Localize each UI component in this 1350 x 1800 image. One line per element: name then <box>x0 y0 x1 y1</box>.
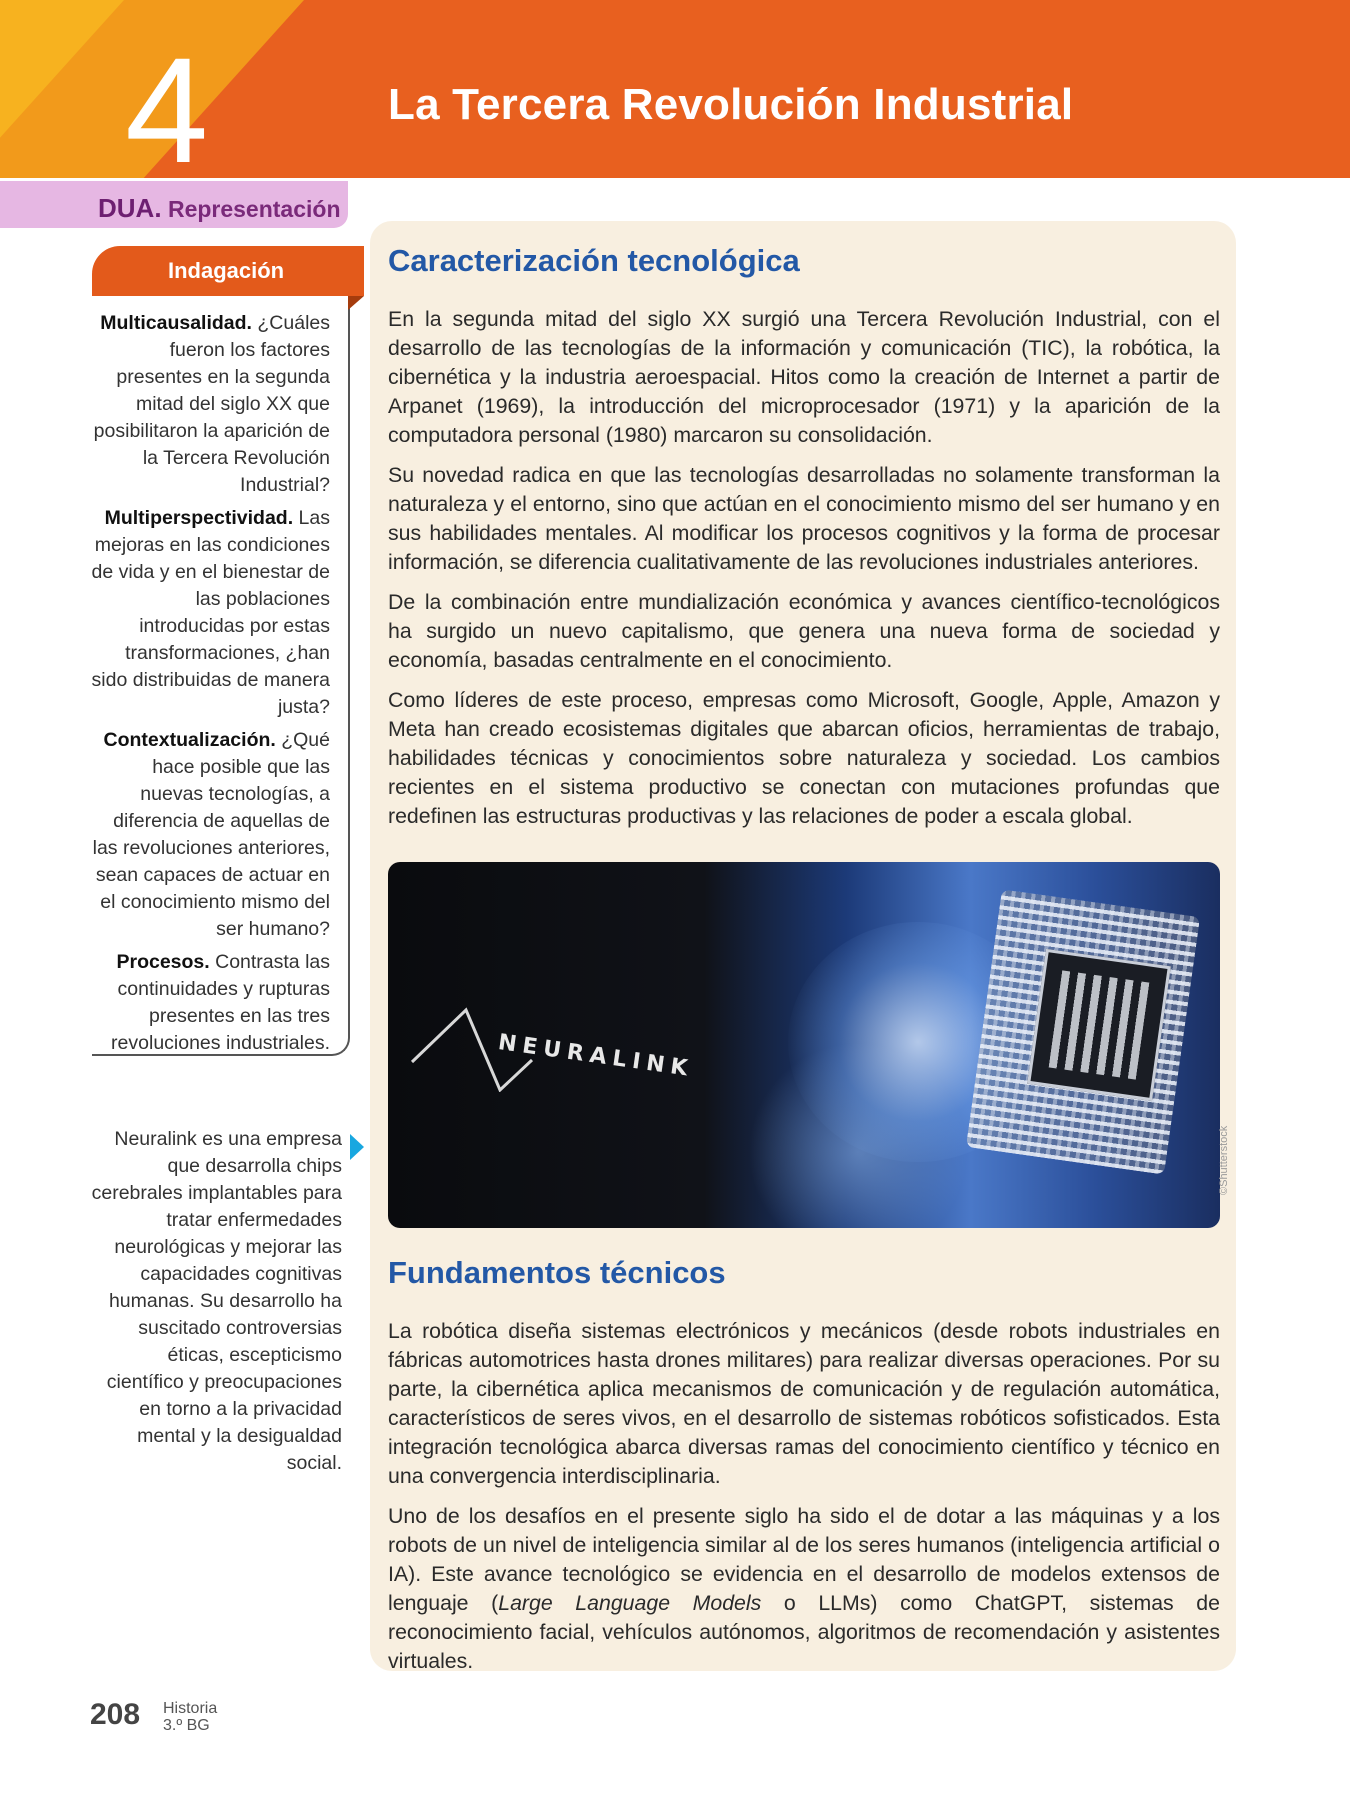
question-term: Multicausalidad. <box>100 312 252 334</box>
dua-prefix: DUA. <box>98 193 162 223</box>
indagacion-questions <box>90 310 330 1063</box>
footer-grade: 3.º BG <box>163 1717 210 1734</box>
indagacion-tab <box>92 246 364 296</box>
question-procesos <box>90 949 330 1057</box>
paragraph-ia <box>388 1502 1220 1676</box>
paragraph: Como líderes de este proceso, empresas como Microsoft, Google, Apple, Amazon y Meta han creado ecosistemas digitales que abarcan oficios, herramientas de trabajo, habilidades técnicas y conocimientos sobre naturaleza y sociedad. Los cambios recientes en el sistema productivo se conectan con mutaciones profundas que redefinen las estructuras productivas y las relaciones de poder a escala global. <box>388 688 1220 828</box>
paragraph-text: o LLMs) como ChatGPT, sistemas de reconocimiento facial, vehículos autónomos, algoritmos de recomendación y asistentes virtuales. <box>388 1591 1220 1673</box>
paragraph-text: Uno de los desafíos en el presente siglo ha sido el de dotar a las máquinas y a los robots de un nivel de inteligencia similar al de los seres humanos (inteligencia artificial o IA). Este avance tecnológico se evidencia en el desarrollo de modelos extensos de lenguaje ( <box>388 1504 1220 1615</box>
footer-subject <box>163 1700 217 1734</box>
question-multiperspectividad <box>90 505 330 721</box>
section-title-caracterizacion: Caracterización tecnológica <box>388 243 800 278</box>
question-text: Las mejoras en las condiciones de vida y en el bienestar de las poblaciones introducidas por estas transformaciones, ¿han sido distribuidas de manera justa? <box>91 507 330 718</box>
question-text: Contrasta las continuidades y rupturas presentes en las tres revoluciones industriales. <box>111 951 330 1054</box>
section-body-caracterizacion <box>388 305 1220 842</box>
dua-text: Representación <box>161 196 341 222</box>
paragraph: Su novedad radica en que las tecnologías desarrolladas no solamente transforman la naturaleza y el entorno, sino que actúan en el conocimiento mismo del ser humano y en sus habilidades mentales. Al modificar los procesos cognitivos y la forma de procesar información, se diferencia cualitativamente de las revoluciones industriales anteriores. <box>388 463 1220 574</box>
paragraph: La robótica diseña sistemas electrónicos y mecánicos (desde robots industriales en fábricas automotrices hasta drones militares) para realizar diversas operaciones. Por su parte, la cibernética aplica mecanismos de comunicación y de regulación automática, característicos de seres vivos, en el desarrollo de sistemas robóticos sofisticados. Esta integración tecnológica abarca diversas ramas del conocimiento científico y técnico en una convergencia interdisciplinaria. <box>388 1319 1220 1488</box>
chip-core <box>1027 949 1171 1101</box>
chapter-number: 4 <box>125 26 209 178</box>
section-body-fundamentos <box>388 1317 1220 1687</box>
question-term: Multiperspectividad. <box>104 507 294 529</box>
paragraph: De la combinación entre mundialización económica y avances científico-tecnológicos ha surgido un nuevo capitalismo, que genera una nueva forma de sociedad y economía, basadas centralmente en el conocimiento. <box>388 590 1220 672</box>
section-title-fundamentos: Fundamentos técnicos <box>388 1255 726 1290</box>
footer-subject-name: Historia <box>163 1700 218 1717</box>
chapter-header <box>0 0 1350 178</box>
question-text: ¿Cuáles fueron los factores presentes en la segunda mitad del siglo XX que posibilitaron la aparición de la Tercera Revolución Industrial? <box>93 312 330 496</box>
paragraph: En la segunda mitad del siglo XX surgió una Tercera Revolución Industrial, con el desarrollo de las tecnologías de la información y comunicación (TIC), la robótica, la cibernética y la industria aeroespacial. Hitos como la creación de Internet a partir de Arpanet (1969), la introducción del microprocesador (1971) y la aparición de la computadora personal (1980) marcaron su consolidación. <box>388 307 1220 447</box>
dua-tag <box>0 181 348 228</box>
question-text: ¿Qué hace posible que las nuevas tecnologías, a diferencia de aquellas de las revoluciones anteriores, sean capaces de actuar en el conocimiento mismo del ser humano? <box>92 729 330 940</box>
chapter-title: La Tercera Revolución Industrial <box>388 80 1074 129</box>
question-term: Contextualización. <box>103 729 276 751</box>
paragraph-italic: Large Language Models <box>498 1591 762 1615</box>
dua-label <box>98 193 341 224</box>
photo-credit: ©Shutterstock <box>1218 1125 1230 1195</box>
question-contextualizacion <box>90 727 330 943</box>
question-term: Procesos. <box>116 951 210 973</box>
page-number: 208 <box>90 1698 141 1731</box>
image-caption: Neuralink es una empresa que desarrolla chips cerebrales implantables para tratar enfermedades neurológicas y mejorar las capacidades cognitivas humanas. Su desarrollo ha suscitado controversias éticas, escepticismo científico y preocupaciones en torno a la privacidad mental y la desigualdad social. <box>91 1128 342 1474</box>
question-multicausalidad <box>90 310 330 499</box>
indagacion-label: Indagación <box>168 258 285 283</box>
neuralink-photo <box>388 862 1220 1228</box>
neuralink-logo-text: NEURALINK <box>496 1030 696 1083</box>
caption-arrow-icon <box>350 1134 364 1160</box>
